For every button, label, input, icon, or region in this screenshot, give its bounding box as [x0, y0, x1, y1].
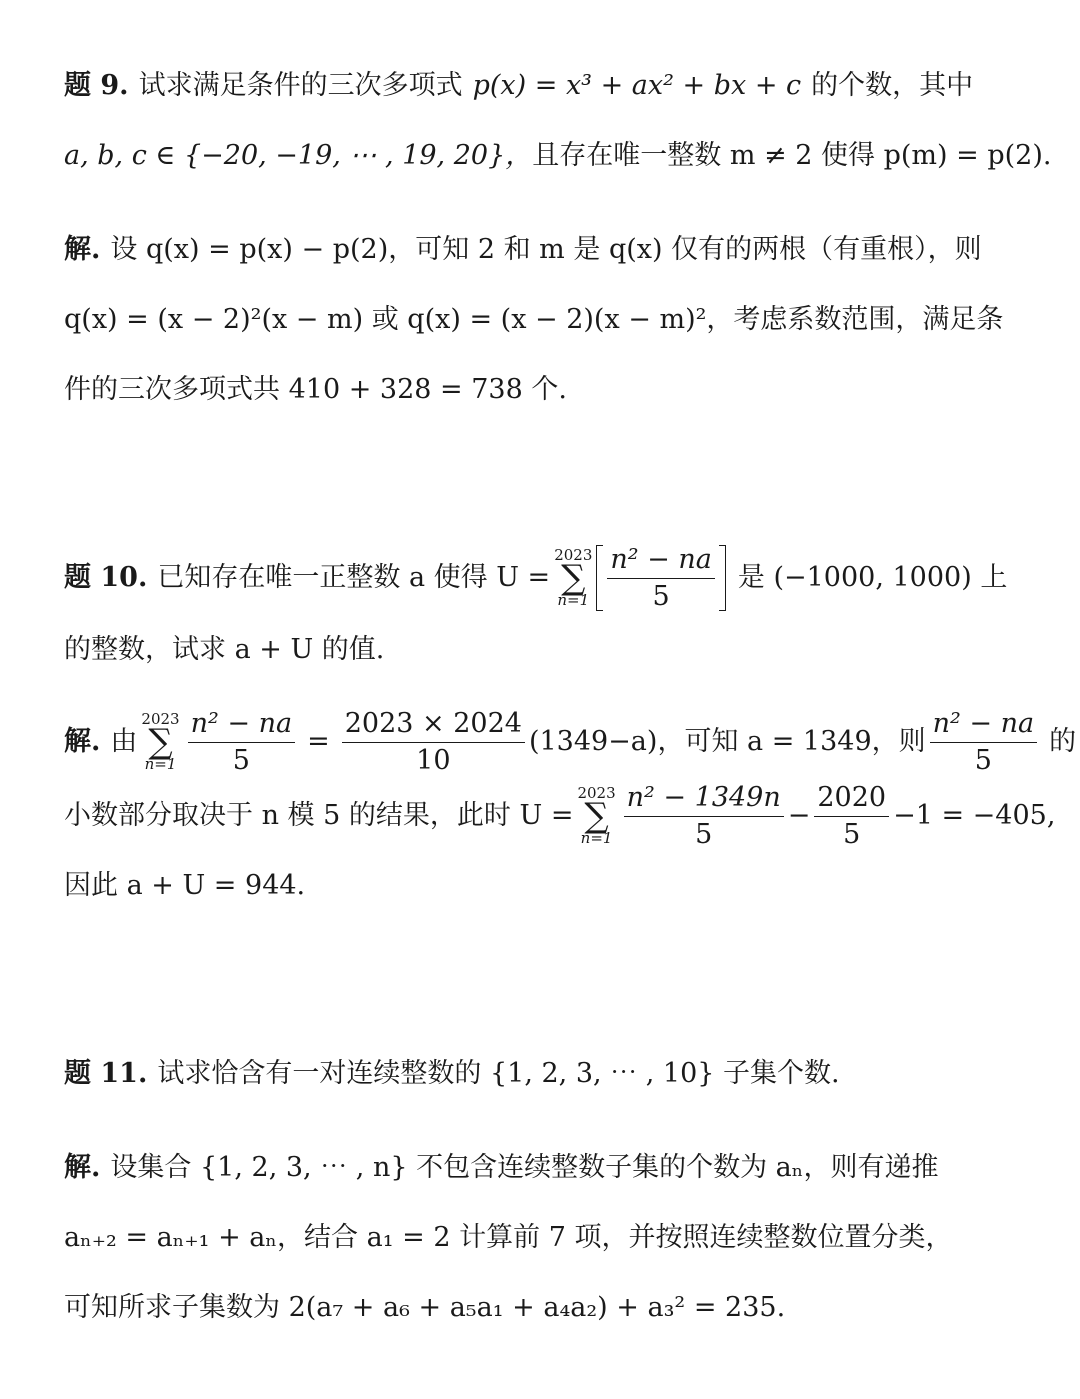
sum-upper-limit: 2023 [141, 710, 180, 728]
solution-10-fraction-2 [342, 709, 525, 775]
problem-11-label: 题 11. [64, 1058, 148, 1089]
problem-9-text: 试求满足条件的三次多项式 [138, 70, 463, 101]
solution-9-line-1 [64, 230, 1020, 270]
solution-11-text-2: aₙ₊₂ = aₙ₊₁ + aₙ，结合 a₁ = 2 计算前 7 项，并按照连续整数位置分类， [64, 1222, 953, 1253]
solution-10-line-1 [64, 704, 1077, 780]
fraction-denominator: 5 [232, 744, 250, 776]
fraction-numerator: n² − 1349n [624, 783, 784, 817]
floor-bracket [596, 545, 726, 611]
problem-9-label: 题 9. [64, 70, 129, 101]
sum-lower-limit: n=1 [580, 829, 613, 847]
problem-10-line-1 [64, 538, 1020, 618]
problem-9-coef-set: a, b, c ∈ {−20, −19, ⋯ , 19, 20}， [64, 140, 533, 171]
solution-9-label: 解. [64, 234, 101, 265]
problem-10-lead: 已知存在唯一正整数 a 使得 U = [157, 562, 551, 593]
minus-sign: − [787, 800, 811, 831]
fraction-denominator: 5 [652, 580, 670, 612]
problem-9-condition: 且存在唯一整数 m ≠ 2 使得 p(m) = p(2). [532, 140, 1052, 171]
solution-10-fraction-1 [188, 709, 296, 775]
problem-10-fraction [607, 545, 715, 611]
fraction-numerator: n² − na [607, 545, 715, 579]
fraction-denominator: 5 [695, 818, 713, 850]
solution-11-line-3 [64, 1288, 1020, 1328]
solution-10-summation-2 [577, 786, 615, 846]
fraction-denominator: 10 [416, 744, 451, 776]
sigma-icon: ∑ [584, 796, 609, 836]
problem-9-tail: 的个数，其中 [811, 70, 974, 101]
fraction-numerator: n² − na [930, 709, 1038, 743]
equals-sign: = [307, 726, 330, 757]
solution-10-line-3 [64, 866, 1020, 906]
sum-upper-limit: 2023 [577, 784, 616, 802]
solution-11-label: 解. [64, 1152, 101, 1183]
fraction-denominator: 5 [843, 818, 861, 850]
solution-11-text-3: 可知所求子集数为 2(a₇ + a₆ + a₅a₁ + a₄a₂) + a₃² = 235. [64, 1292, 786, 1323]
left-bracket-icon [596, 545, 603, 611]
solution-11-text-1: 设集合 {1, 2, 3, ⋯ , n} 不包含连续整数子集的个数为 aₙ，则有递推 [110, 1152, 939, 1183]
problem-10-question: 的整数，试求 a + U 的值. [64, 634, 385, 665]
solution-10-fraction-5 [814, 783, 889, 849]
solution-10-result: 因此 a + U = 944. [64, 870, 306, 901]
problem-9-polynomial: p(x) = x³ + ax² + bx + c [472, 70, 802, 101]
solution-9-text-2: q(x) = (x − 2)²(x − m) 或 q(x) = (x − 2)(x − m)²，考虑系数范围，满足条 [64, 304, 1004, 335]
solution-10-fraction-3 [930, 709, 1038, 775]
solution-9-line-3 [64, 370, 1020, 410]
problem-9-line-1 [64, 66, 1020, 106]
fraction-numerator: 2020 [814, 783, 889, 817]
solution-10-after: (1349−a)，可知 a = 1349，则 [528, 726, 926, 757]
solution-10-lead: 由 [110, 726, 138, 757]
sigma-icon: ∑ [148, 722, 173, 762]
solution-10-label: 解. [64, 726, 101, 757]
right-bracket-icon [719, 545, 726, 611]
sum-lower-limit: n=1 [557, 591, 590, 609]
fraction-numerator: n² − na [188, 709, 296, 743]
problem-10-label: 题 10. [64, 562, 148, 593]
fraction-numerator: 2023 × 2024 [342, 709, 525, 743]
sum-lower-limit: n=1 [144, 755, 177, 773]
fraction-denominator: 5 [974, 744, 992, 776]
problem-10-line-2 [64, 630, 1020, 670]
problem-10-tail: 是 (−1000, 1000) 上 [737, 562, 1008, 593]
solution-10-line2-lead: 小数部分取决于 n 模 5 的结果，此时 U = [64, 800, 574, 831]
problem-10-summation [554, 548, 592, 608]
solution-10-summation-1 [141, 712, 179, 772]
solution-9-line-2 [64, 300, 1020, 340]
problem-11-text: 试求恰含有一对连续整数的 {1, 2, 3, ⋯ , 10} 子集个数. [157, 1058, 840, 1089]
solution-11-line-1 [64, 1148, 1020, 1188]
solution-11-line-2 [64, 1218, 1020, 1258]
sigma-icon: ∑ [561, 558, 586, 598]
solution-10-line1-tail: 的 [1049, 726, 1077, 757]
problem-11-line-1 [64, 1054, 1020, 1094]
solution-10-line2-tail: −1 = −405, [893, 800, 1056, 831]
solution-9-text-1: 设 q(x) = p(x) − p(2)，可知 2 和 m 是 q(x) 仅有的两根（有重根），则 [110, 234, 982, 265]
solution-10-line-2 [64, 778, 1056, 854]
solution-9-text-3: 件的三次多项式共 410 + 328 = 738 个. [64, 374, 567, 405]
solution-10-fraction-4 [624, 783, 784, 849]
problem-9-line-2 [64, 136, 1052, 176]
sum-upper-limit: 2023 [554, 546, 593, 564]
